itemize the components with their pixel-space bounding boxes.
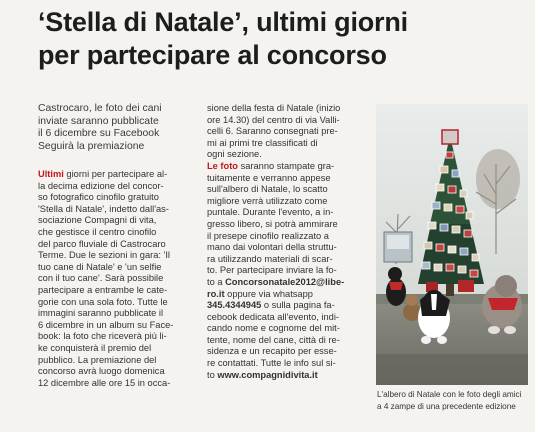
body-text-line: Terme. Due le sezioni in gara: 'Il (38, 250, 170, 261)
body-text-line: pubblico. La premiazione del (38, 354, 157, 365)
body-text-line: il presepe cinofilo realizzato a (207, 230, 329, 241)
body-text-line: ogni sezione. (207, 149, 262, 160)
body-text-line: tuo cane di Natale' e 'un selfie (38, 261, 162, 272)
headline-line-2: per partecipare al concorso (38, 40, 387, 70)
body-text-line: puntale. Durante l'evento, a in- (207, 207, 334, 218)
body-text-line: 'Stella di Natale', indetto dall'as- (38, 203, 169, 214)
body-text-line: to. Per partecipare inviare la fo- (207, 265, 337, 276)
column-2-body-b (207, 173, 362, 382)
body-text-line: sociazione Compagni di vita, (38, 215, 157, 226)
subheading-line: il 6 dicembre su Facebook (38, 128, 160, 140)
body-text-line: gorie con una sola foto. Tutte le (38, 296, 168, 307)
body-text-line: gresso libero, si potrà ammirare (207, 218, 338, 229)
body-text-line: concorso avrà luogo domenica (38, 366, 165, 377)
body-text-line: tente, nome del cane, città di re- (207, 334, 340, 345)
column-2-le-foto-line (207, 161, 362, 173)
body-text-line: ro.it oppure via whatsapp (207, 288, 313, 299)
column-1-body (38, 181, 188, 390)
body-text-line: book: la foto che riceverà più li- (38, 331, 167, 342)
body-text-line: partecipare a entrambe le cate- (38, 284, 168, 295)
caption-line: a 4 zampe di una precedente edizione (377, 401, 516, 411)
body-text-line: to www.compagnidivita.it (207, 369, 318, 380)
body-text-line: mi ai primi tre classificati di (207, 137, 318, 148)
column-1-first-line-text: giorni per partecipare al- (63, 169, 168, 179)
subheading-line: inviate saranno pubblicate (38, 115, 159, 127)
body-text-line: 6 dicembre in un album su Face- (38, 319, 174, 330)
body-text-line: ke conquisterà il premio del (38, 342, 152, 353)
column-2-le-foto-line-text: saranno stampate gra- (237, 160, 335, 171)
body-text-line: 12 dicembre alle ore 15 in occa- (38, 377, 171, 388)
body-text-line: che gestisce il centro cinofilo (38, 226, 157, 237)
body-text-line: ore 14.30) del centro di via Valli- (207, 114, 340, 125)
article-column-2 (207, 103, 362, 381)
body-text-line: sull'albero di Natale, lo scatto (207, 184, 328, 195)
article-headline (38, 6, 528, 72)
body-text-line: cebook dedicata all'evento, indi- (207, 311, 340, 322)
photo-caption (377, 389, 532, 412)
christmas-tree-image (376, 104, 528, 385)
body-text-line: mano dai volontari della struttu- (207, 242, 337, 253)
column-1-first-line (38, 169, 188, 181)
body-text-line: cando nome e cognome del mit- (207, 323, 340, 334)
subheading-line: Seguirà la premiazione (38, 140, 145, 152)
article-column-1 (38, 169, 188, 389)
body-text-line: la decima edizione del concor- (38, 180, 164, 191)
body-text-line: tuitamente e verranno appese (207, 172, 331, 183)
body-text-line: sione della festa di Natale (inizio (207, 103, 341, 113)
body-text-line: 345.4344945 o sulla pagina fa- (207, 300, 335, 311)
lead-word-ultimi: Ultimi (38, 169, 64, 179)
christmas-tree-photo (376, 104, 528, 385)
headline-line-1: ‘Stella di Natale’, ultimi giorni (38, 7, 408, 37)
caption-line: L'albero di Natale con le foto degli amici (377, 390, 522, 399)
body-text-line: migliore verrà utilizzato come (207, 195, 328, 206)
article-subheading (38, 103, 184, 153)
body-text-line: re contattati. Tutte le info sul si- (207, 358, 336, 369)
body-text-line: so fotografico cinofilo gratuito (38, 192, 159, 203)
body-text-line: del parco fluviale di Castrocaro (38, 238, 166, 249)
body-text-line: to a Concorsonatale2012@libe- (207, 276, 345, 287)
body-text-line: ra utilizzando materiali di scar- (207, 253, 333, 264)
body-text-line: celli 6. Saranno consegnati pre- (207, 126, 338, 137)
subheading-line: Castrocaro, le foto dei cani (38, 103, 162, 114)
body-text-line: immagini saranno pubblicate il (38, 308, 164, 319)
column-2-body-a (207, 103, 362, 161)
body-text-line: con il tuo cane'. Sarà possibile (38, 273, 164, 284)
body-text-line: sidenza e un recapito per esse- (207, 346, 337, 357)
lead-word-le-foto: Le foto (207, 160, 238, 171)
